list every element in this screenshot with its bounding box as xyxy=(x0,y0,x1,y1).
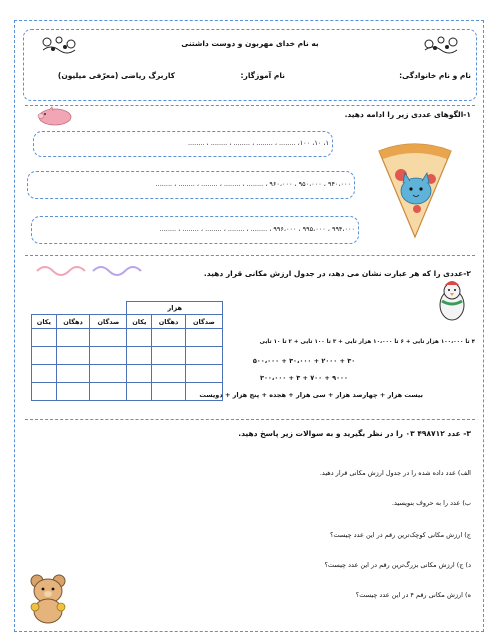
table-cell[interactable] xyxy=(56,347,90,365)
teacher-label: نام آموزگار: xyxy=(240,71,285,80)
table-col-header: یکان xyxy=(32,315,57,329)
section2-item: ۴ تا ۱۰۰،۰۰۰ هزار تایی + ۶ تا ۱۰،۰۰۰ هزار تایی + ۳ تا ۱۰۰ تایی + ۲ تا ۱۰ تایی xyxy=(259,339,475,345)
flower-doodle-icon xyxy=(419,32,463,56)
divider xyxy=(25,105,475,106)
top-title: به نام خدای مهربون و دوست داشتنی xyxy=(181,39,319,48)
penguin-sticker-icon xyxy=(433,279,471,325)
table-cell[interactable] xyxy=(32,383,57,401)
table-cell[interactable] xyxy=(90,383,127,401)
worksheet-title: کاربرگ ریاضی (معرّفی میلیون) xyxy=(57,71,175,80)
table-col-header: صدگان xyxy=(90,315,127,329)
bear-sticker-icon xyxy=(25,571,71,625)
section2-title: ۲-عددی را که هر عبارت نشان می دهد، در جدول ارزش مکانی قرار دهید. xyxy=(203,269,471,278)
table-cell[interactable] xyxy=(152,365,186,383)
section3-title: ۳- عدد ۴۹۸۷۱۲ ۰۳ را در نظر بگیرید و به سوالات زیر پاسخ دهید. xyxy=(238,429,471,438)
divider xyxy=(25,419,475,420)
table-cell[interactable] xyxy=(152,383,186,401)
wave-doodle-icon xyxy=(35,261,145,277)
section2-item: بیست هزار + چهارصد هزار + سی هزار + هجده + پنج هزار + دویست xyxy=(199,391,423,399)
worksheet-page xyxy=(14,20,484,632)
table-cell[interactable] xyxy=(127,329,152,347)
question-item: د) ج) ارزش مکانی بزرگ‌ترین رقم در این عدد چیست؟ xyxy=(324,561,471,569)
table-cell[interactable] xyxy=(127,347,152,365)
pattern2-text: ۹۴۰،۰۰۰ ، ۹۵۰،۰۰۰ ، ۹۶۰،۰۰۰ ، ........ ، ........ ، ........ ، ........ ، ........ xyxy=(155,180,351,188)
pizza-cat-sticker-icon xyxy=(375,139,455,239)
student-name-label: نام و نام خانوادگی: xyxy=(399,71,471,80)
pig-sticker-icon xyxy=(35,105,75,127)
table-group-header: هزار xyxy=(127,302,223,315)
table-cell[interactable] xyxy=(185,329,222,347)
table-col-header: دهگان xyxy=(56,315,90,329)
table-cell[interactable] xyxy=(56,329,90,347)
divider xyxy=(25,255,475,256)
table-cell[interactable] xyxy=(32,365,57,383)
table-cell[interactable] xyxy=(90,365,127,383)
question-item: الف) عدد داده شده را در جدول ارزش مکانی قرار دهید. xyxy=(319,469,471,477)
section1-title: ۱-الگوهای عددی زیر را ادامه دهید. xyxy=(344,110,471,119)
question-item: ه) ارزش مکانی رقم ۴ در این عدد چیست؟ xyxy=(355,591,471,599)
place-value-table xyxy=(31,301,223,401)
table-cell[interactable] xyxy=(90,347,127,365)
pattern1-text: ۱، ۱۰، ۱۰۰، ........ ، ........ ، ........ ، ........ ، ........ xyxy=(187,139,329,147)
pattern3-text: ۹۹۴،۰۰۰ ، ۹۹۵،۰۰۰ ، ۹۹۶،۰۰۰ ، ........ ، ........ ، ........ ، ........ ، ........ xyxy=(159,225,355,233)
table-cell[interactable] xyxy=(32,347,57,365)
table-cell[interactable] xyxy=(90,329,127,347)
table-cell[interactable] xyxy=(127,365,152,383)
question-item: ج) ارزش مکانی کوچک‌ترین رقم در این عدد چیست؟ xyxy=(330,531,471,539)
table-col-header: دهگان xyxy=(152,315,186,329)
section2-item: ۳۰ + ۲۰۰۰ + ۳۰،۰۰۰ + ۵۰۰،۰۰۰ xyxy=(252,357,356,365)
table-cell[interactable] xyxy=(185,347,222,365)
table-cell[interactable] xyxy=(152,329,186,347)
table-cell[interactable] xyxy=(56,365,90,383)
table-cell[interactable] xyxy=(32,329,57,347)
table-spacer xyxy=(32,302,127,315)
table-cell[interactable] xyxy=(56,383,90,401)
section2-item: ۹۰۰۰ + ۷۰۰ + ۳ + ۳۰۰،۰۰۰ xyxy=(260,374,348,382)
table-col-header: یکان xyxy=(127,315,152,329)
table-cell[interactable] xyxy=(152,347,186,365)
flower-doodle-icon xyxy=(39,32,83,56)
table-cell[interactable] xyxy=(127,383,152,401)
table-col-header: صدگان xyxy=(185,315,222,329)
question-item: ب) عدد را به حروف بنویسید. xyxy=(391,499,471,507)
table-cell[interactable] xyxy=(185,365,222,383)
